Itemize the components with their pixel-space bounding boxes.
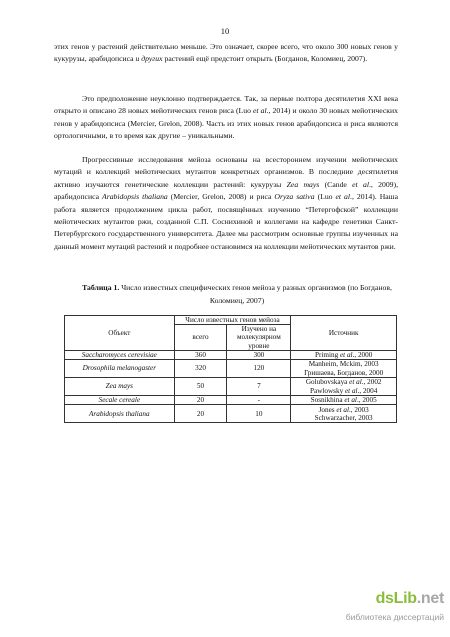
- table-row: [65, 405, 397, 423]
- studied-cell: 10: [227, 405, 291, 423]
- source-text: Sosnikhina: [310, 396, 345, 405]
- p3-t4: (Mercier, Grelon, 2008) и риса: [167, 192, 275, 202]
- paragraph-3: [54, 154, 398, 253]
- source-text: Jones: [318, 405, 337, 414]
- source-em: et al: [344, 396, 357, 405]
- table-row: [65, 378, 397, 396]
- source-em-2: et al: [344, 386, 358, 395]
- logo-suffix: .net: [416, 590, 444, 607]
- header-object: Объект: [65, 316, 175, 351]
- source-text-2: Pawlowsky: [310, 386, 345, 395]
- p3-t5: (Luo: [314, 192, 336, 202]
- source-em: et al: [339, 350, 353, 359]
- table-caption: [70, 281, 404, 307]
- source-text-2: Schwarzacher, 2003: [314, 413, 373, 422]
- header-total: всего: [174, 325, 227, 351]
- source-text-after: ., 2005: [356, 396, 377, 405]
- p2-t2: ., 2014) и около 30 новых мейотических генов у арабидопсиса (Mercier, Grelon, 2008). Часть из этих новых генов арабидопсиса и риса являются ортологичными, в то время как другие – уникальными.: [54, 106, 399, 141]
- studied-cell: 7: [227, 378, 291, 396]
- studied-cell: 300: [227, 350, 291, 359]
- p3-em3: Arabidopsis thaliana: [102, 192, 168, 202]
- table-caption-label: Таблица 1.: [82, 283, 120, 292]
- source-text: Priming: [315, 350, 340, 359]
- source-text-after: ., 2003: [348, 405, 369, 414]
- header-studied: Изучено на молекулярном уровне: [227, 325, 291, 351]
- p3-t2: (Cande: [319, 179, 353, 189]
- p3-em5: et al: [335, 192, 351, 202]
- organism-cell: Saccharomyces cerevisiae: [65, 350, 175, 359]
- table-row: [65, 350, 397, 359]
- source-cell: [291, 405, 397, 423]
- paragraph-1: [54, 41, 398, 66]
- p3-em4: Oryza sativa: [274, 192, 315, 202]
- source-text-after: ., 2002: [361, 378, 382, 387]
- source-text-after: ., 2000: [352, 350, 373, 359]
- source-text: Golubovskaya: [305, 378, 350, 387]
- organism-cell: Drosophila melanogaster: [65, 360, 175, 378]
- total-cell: 50: [174, 378, 227, 396]
- page-number: 10: [220, 26, 230, 36]
- dslib-watermark[interactable]: [340, 588, 450, 637]
- source-em: et al: [336, 405, 349, 414]
- watermark-tagline: библиотека диссертаций: [345, 612, 444, 622]
- organism-cell: Zea mays: [65, 378, 175, 396]
- source-text-2: Гришаева, Богданов, 2000: [304, 368, 384, 377]
- organism-cell: Arabidopsis thaliana: [65, 405, 175, 423]
- source-text-2-after: ., 2004: [357, 386, 378, 395]
- p3-em1: Zea mays: [286, 179, 320, 189]
- header-count-group: Число известных генов мейоза: [174, 316, 291, 325]
- p3-t1: Прогрессивные исследования мейоза основаны на всестороннем изучении мейотических мутаций и коллекций мейотических мутантов конкретных организмов. В последние десятилетия активно изучаются генетические коллекции растений: кукурузы: [54, 155, 398, 189]
- source-cell: [291, 350, 397, 359]
- table-caption-text: Число известных специфических генов мейоза у разных организмов (по Богданов, Коломиец, 2007): [119, 283, 392, 305]
- p3-t6: ., 2014). Наша работа является продолжением цикла работ, посвящённых изучению “Петергофской” коллекции мейотических мутантов ржи, созданной С.П. Соснихиной и коллегами на кафедре генетики Санкт-Петербургского государственного университета. Далее мы рассмотрим основные группы изученных на данный момент мутаций растений и подробнее остановимся на коллекции мейотических мутантов ржи.: [54, 192, 399, 251]
- studied-cell: 120: [227, 360, 291, 378]
- p1-text: этих генов у растений действительно меньше. Это означает, скорее всего, что около 300 новых генов у кукурузы, арабидопсиса: [54, 42, 398, 64]
- logo-main: dsLib: [375, 590, 417, 607]
- p1-text-after: растений ещё предстоит открыть (Богданов, Коломиец, 2007).: [162, 54, 368, 64]
- table-header-row: [65, 316, 397, 325]
- p2-t1: Это предположение неуклонно подтверждается. Так, за первые полтора десятилетия XXI века открыто и описано 28 новых мейотических генов риса (Luo: [54, 94, 398, 116]
- paragraph-2: [54, 93, 398, 143]
- source-em: et al: [349, 378, 362, 387]
- source-cell: [291, 378, 397, 396]
- total-cell: 20: [174, 405, 227, 423]
- total-cell: 20: [174, 396, 227, 405]
- source-cell: [291, 396, 397, 405]
- p3-em2: et al: [352, 179, 369, 189]
- p2-em1: et al: [253, 106, 267, 116]
- table-row: [65, 360, 397, 378]
- header-source: Источник: [291, 316, 397, 351]
- studied-cell: -: [227, 396, 291, 405]
- dslib-logo[interactable]: [376, 590, 444, 608]
- source-text: Manheim, Mckim, 2003: [308, 360, 379, 369]
- total-cell: 320: [174, 360, 227, 378]
- total-cell: 360: [174, 350, 227, 359]
- organism-cell: Secale cereale: [65, 396, 175, 405]
- source-cell: [291, 360, 397, 378]
- p1-italic: и других: [135, 54, 163, 64]
- p3-t3: ., 2009), арабидопсиса: [54, 179, 398, 202]
- meiosis-genes-table: [64, 315, 397, 423]
- table-row: [65, 396, 397, 405]
